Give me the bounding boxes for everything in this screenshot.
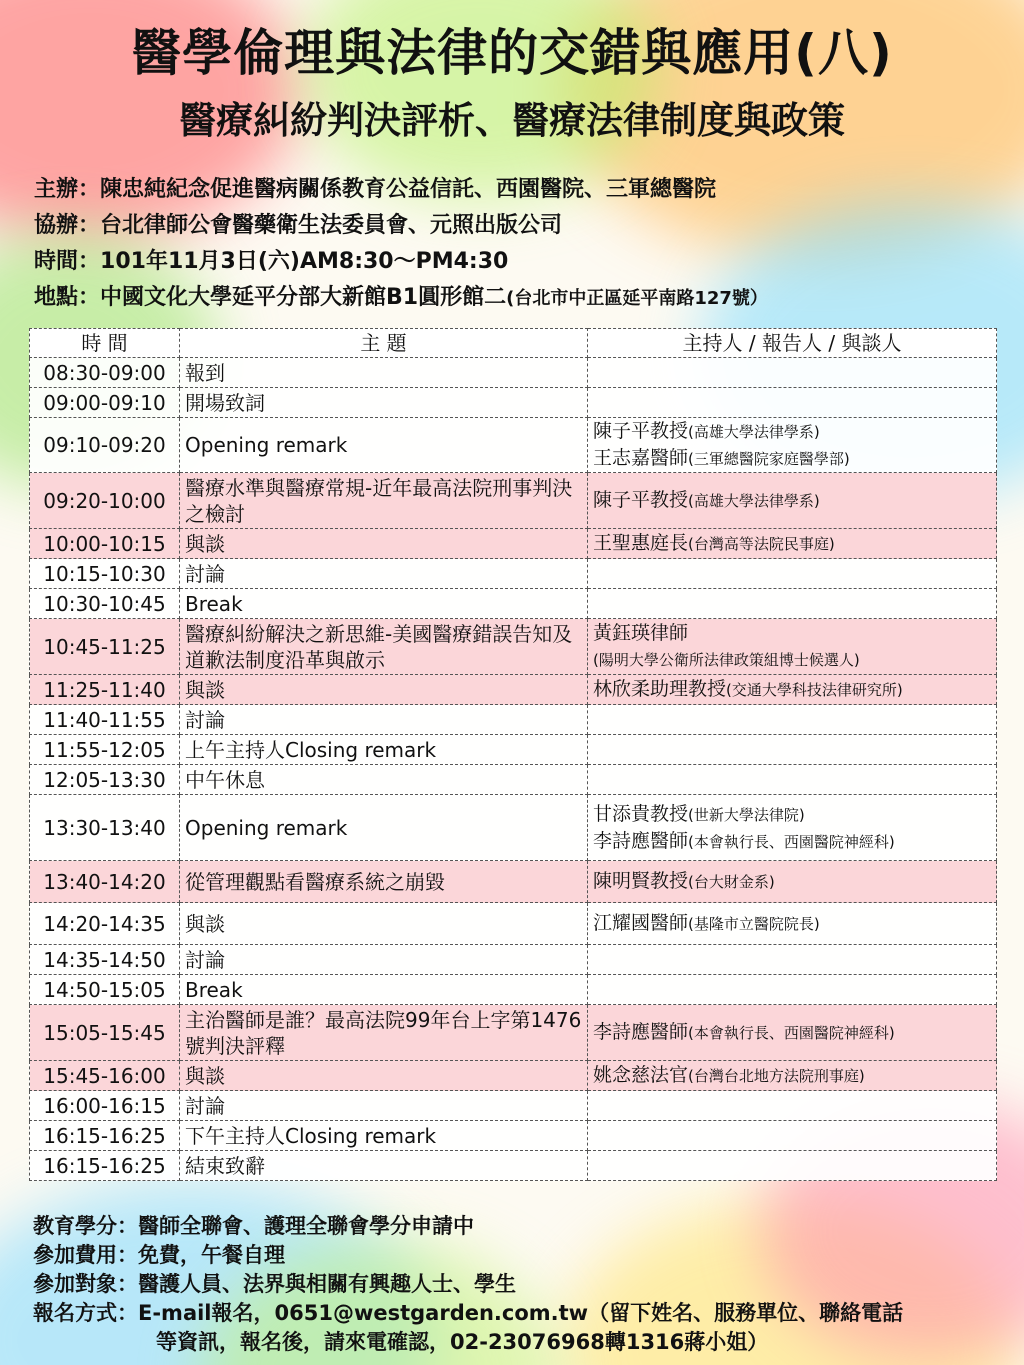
footer-info: [33, 1212, 1003, 1357]
row-time: 16:15-16:25: [30, 1121, 180, 1151]
schedule-body: [30, 358, 997, 1181]
row-topic: 結束致辭: [180, 1151, 588, 1181]
row-time: 09:10-09:20: [30, 418, 180, 473]
coorganizer-line: [34, 208, 994, 244]
speaker-affiliation: (本會執行長、西園醫院神經科): [688, 1024, 895, 1042]
row-speakers: [588, 418, 997, 473]
header-speakers: 主持人 / 報告人 / 與談人: [588, 329, 997, 358]
credit-value: 醫師全聯會、護理全聯會學分申請中: [138, 1214, 474, 1238]
row-time: 09:20-10:00: [30, 473, 180, 529]
row-topic: 從管理觀點看醫療系統之崩毀: [180, 861, 588, 903]
speaker-entry: [593, 801, 991, 828]
credit-label: 教育學分：: [33, 1214, 138, 1238]
speaker-entry: [593, 646, 991, 673]
speaker-name: 王志嘉醫師: [593, 447, 689, 469]
speaker-entry: [593, 868, 991, 895]
table-header-row: [30, 329, 997, 358]
speaker-name: 甘添貴教授: [593, 802, 689, 825]
table-row: [30, 765, 997, 795]
row-time: 14:35-14:50: [30, 945, 180, 975]
row-time: 14:20-14:35: [30, 903, 180, 945]
row-topic: 主治醫師是誰？最高法院99年台上字第1476號判決評釋: [180, 1005, 588, 1061]
row-time: 10:30-10:45: [30, 589, 180, 619]
row-speakers: [588, 619, 997, 675]
row-topic: 上午主持人Closing remark: [180, 735, 588, 765]
row-time: 09:00-09:10: [30, 388, 180, 418]
row-time: 10:00-10:15: [30, 529, 180, 559]
table-row: [30, 358, 997, 388]
speaker-affiliation: (本會執行長、西園醫院神經科): [688, 832, 895, 851]
row-speakers: [588, 529, 997, 559]
row-speakers: [588, 705, 997, 735]
credit-line: [33, 1212, 1003, 1241]
row-topic: 報到: [180, 358, 588, 388]
speaker-name: 黃鈺瑛律師: [593, 622, 689, 644]
speaker-affiliation: (台灣台北地方法院刑事庭): [688, 1067, 865, 1085]
row-time: 10:45-11:25: [30, 619, 180, 675]
organizer-value: 陳忠純紀念促進醫病關係教育公益信託、西園醫院、三軍總醫院: [100, 177, 717, 202]
table-row: [30, 705, 997, 735]
register-value-1: E-mail報名，0651@westgarden.com.tw（留下姓名、服務單位、聯絡電話: [138, 1301, 904, 1325]
row-speakers: [588, 473, 997, 529]
row-topic: 討論: [180, 705, 588, 735]
coorganizer-label: 協辦：: [34, 213, 101, 238]
row-topic: 討論: [180, 945, 588, 975]
header-time: 時 間: [30, 329, 180, 358]
row-time: 11:25-11:40: [30, 675, 180, 705]
table-row: [30, 589, 997, 619]
speaker-entry: [593, 1019, 991, 1046]
row-speakers: [588, 388, 997, 418]
venue-line: [34, 280, 994, 317]
row-topic: 開場致詞: [180, 388, 588, 418]
table-row: [30, 861, 997, 903]
row-speakers: [588, 1121, 997, 1151]
page-subtitle: 醫療糾紛判決評析、醫療法律制度與政策: [179, 99, 845, 142]
speaker-entry: [593, 445, 991, 472]
table-row: [30, 1005, 997, 1061]
row-speakers: [588, 1061, 997, 1091]
register-line: [33, 1299, 1003, 1328]
speaker-name: 姚念慈法官: [593, 1064, 689, 1086]
speaker-affiliation: (台灣高等法院民事庭): [688, 535, 835, 553]
speaker-entry: [593, 487, 991, 514]
row-topic: 醫療水準與醫療常規-近年最高法院刑事判決之檢討: [180, 473, 588, 529]
row-topic: 下午主持人Closing remark: [180, 1121, 588, 1151]
schedule-table: [29, 328, 997, 1181]
row-topic: 與談: [180, 1061, 588, 1091]
table-row: [30, 388, 997, 418]
row-topic: 與談: [180, 675, 588, 705]
table-row: [30, 1121, 997, 1151]
table-row: [30, 1151, 997, 1181]
row-topic: 醫療糾紛解決之新思維-美國醫療錯誤告知及道歉法制度沿革與啟示: [180, 619, 588, 675]
venue-label: 地點：: [34, 285, 101, 310]
speaker-name: 陳明賢教授: [593, 870, 689, 892]
organizer-label: 主辦：: [34, 177, 101, 202]
speaker-affiliation: (陽明大學公衛所法律政策組博士候選人): [593, 651, 860, 669]
venue-address: (台北市中正區延平南路127號）: [506, 288, 768, 309]
row-time: 14:50-15:05: [30, 975, 180, 1005]
page-title: 醫學倫理與法律的交錯與應用(八): [131, 24, 893, 82]
audience-label: 參加對象：: [33, 1272, 138, 1296]
speaker-entry: [593, 620, 991, 646]
row-topic: Break: [180, 589, 588, 619]
time-line: [34, 244, 994, 280]
register-value-2: 等資訊，報名後，請來電確認，02-23076968轉1316蔣小姐）: [156, 1330, 769, 1354]
row-speakers: [588, 589, 997, 619]
fee-value: 免費，午餐自理: [138, 1243, 285, 1267]
row-speakers: [588, 1151, 997, 1181]
row-time: 15:05-15:45: [30, 1005, 180, 1061]
row-topic: Opening remark: [180, 418, 588, 473]
speaker-name: 陳子平教授: [593, 420, 689, 442]
audience-line: [33, 1270, 1003, 1299]
row-topic: Opening remark: [180, 795, 588, 861]
table-row: [30, 795, 997, 861]
row-speakers: [588, 945, 997, 975]
row-speakers: [588, 975, 997, 1005]
table-row: [30, 945, 997, 975]
row-topic: 中午休息: [180, 765, 588, 795]
fee-label: 參加費用：: [33, 1243, 138, 1267]
coorganizer-value: 台北律師公會醫藥衛生法委員會、元照出版公司: [100, 213, 563, 238]
speaker-name: 林欣柔助理教授: [593, 678, 727, 700]
row-topic: 討論: [180, 559, 588, 589]
table-row: [30, 675, 997, 705]
speaker-name: 陳子平教授: [593, 489, 689, 511]
row-time: 12:05-13:30: [30, 765, 180, 795]
row-speakers: [588, 765, 997, 795]
table-row: [30, 473, 997, 529]
row-speakers: [588, 1005, 997, 1061]
row-time: 16:15-16:25: [30, 1151, 180, 1181]
row-topic: 討論: [180, 1091, 588, 1121]
row-topic: 與談: [180, 529, 588, 559]
speaker-affiliation: (世新大學法律院): [688, 805, 805, 824]
row-time: 13:40-14:20: [30, 861, 180, 903]
speaker-affiliation: (台大財金系): [688, 873, 775, 891]
row-speakers: [588, 735, 997, 765]
row-time: 15:45-16:00: [30, 1061, 180, 1091]
speaker-affiliation: (高雄大學法律學系): [688, 423, 820, 441]
table-row: [30, 975, 997, 1005]
speaker-entry: [593, 828, 991, 855]
speaker-affiliation: (基隆市立醫院院長): [688, 915, 820, 933]
event-info: [34, 172, 994, 317]
speaker-name: 江耀國醫師: [593, 912, 689, 934]
table-row: [30, 1091, 997, 1121]
fee-line: [33, 1241, 1003, 1270]
speaker-name: 李詩應醫師: [593, 1021, 689, 1043]
venue-value: 中國文化大學延平分部大新館B1圓形館二: [100, 285, 507, 310]
table-row: [30, 903, 997, 945]
audience-value: 醫護人員、法界與相關有興趣人士、學生: [138, 1272, 516, 1296]
row-time: 08:30-09:00: [30, 358, 180, 388]
time-label: 時間：: [34, 249, 101, 274]
speaker-affiliation: (高雄大學法律學系): [688, 492, 820, 510]
speaker-affiliation: (交通大學科技法律研究所): [726, 681, 903, 699]
row-time: 10:15-10:30: [30, 559, 180, 589]
speaker-name: 王聖惠庭長: [593, 532, 689, 554]
row-speakers: [588, 861, 997, 903]
header-topic: 主 題: [180, 329, 588, 358]
table-row: [30, 559, 997, 589]
table-row: [30, 619, 997, 675]
speaker-entry: [593, 530, 991, 557]
row-speakers: [588, 358, 997, 388]
table-row: [30, 735, 997, 765]
speaker-entry: [593, 1062, 991, 1089]
table-row: [30, 529, 997, 559]
table-row: [30, 1061, 997, 1091]
speaker-entry: [593, 418, 991, 445]
row-speakers: [588, 675, 997, 705]
row-speakers: [588, 795, 997, 861]
speaker-entry: [593, 676, 991, 703]
row-speakers: [588, 1091, 997, 1121]
row-time: 13:30-13:40: [30, 795, 180, 861]
time-value: 101年11月3日(六)AM8:30～PM4:30: [100, 249, 509, 274]
row-topic: Break: [180, 975, 588, 1005]
register-label: 報名方式：: [33, 1301, 138, 1325]
organizer-line: [34, 172, 994, 208]
speaker-affiliation: (三軍總醫院家庭醫學部): [688, 450, 850, 468]
speaker-entry: [593, 910, 991, 937]
table-row: [30, 418, 997, 473]
row-speakers: [588, 559, 997, 589]
row-time: 11:55-12:05: [30, 735, 180, 765]
register-line-cont: [33, 1328, 1003, 1357]
speaker-name: 李詩應醫師: [593, 829, 689, 852]
row-topic: 與談: [180, 903, 588, 945]
row-time: 11:40-11:55: [30, 705, 180, 735]
row-speakers: [588, 903, 997, 945]
row-time: 16:00-16:15: [30, 1091, 180, 1121]
